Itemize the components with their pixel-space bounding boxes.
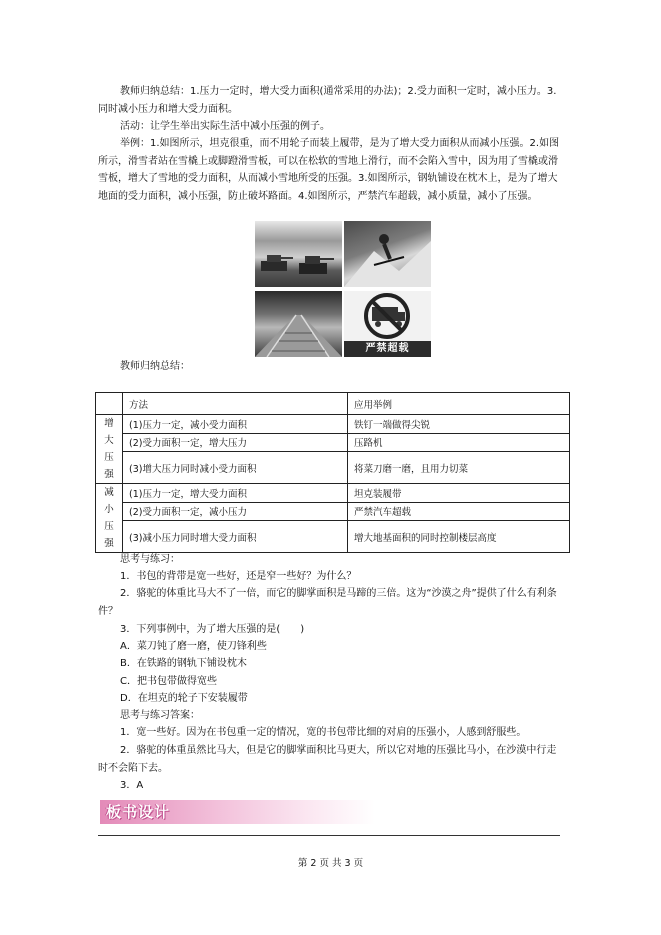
- skier-illustration: [344, 221, 431, 287]
- activity-text: 活动：让学生举出实际生活中减小压强的例子。: [120, 121, 330, 132]
- example-cell: 压路机: [348, 433, 570, 452]
- practice-title: 思考与练习：: [120, 554, 180, 565]
- examples-paragraph: 举例：1.如图所示，坦克很重，而不用轮子而装上履带，是为了增大受力面积从而减小压强。2.如图所示，滑雪者站在雪橇上或脚蹬滑雪板，可以在松软的雪地上滑行，而不会陷入雪中，因为用了雪橇或滑雪板，增大了雪地的受力面积，从而减小雪地所受的压强。3.如图所示，钢轨铺设在枕木上，是为了增大地面的受力面积，减小压强，防止破坏路面。4.如图所示，严禁汽车超载，减小质量，减小了压强。: [98, 138, 560, 202]
- table-row: [96, 452, 570, 484]
- option-a: A．菜刀钝了磨一磨，使刀锋利些: [120, 641, 267, 652]
- method-cell: (1)压力一定，增大受力面积: [123, 484, 348, 503]
- skier-photo: [344, 221, 431, 287]
- category-decrease: 减小压强: [96, 484, 123, 553]
- table-row: [96, 502, 570, 521]
- method-cell: (3)减小压力同时增大受力面积: [123, 521, 348, 553]
- example-cell: 严禁汽车超载: [348, 502, 570, 521]
- question-1: 1．书包的背带是宽一些好，还是窄一些好？为什么？: [120, 571, 357, 582]
- methods-table: [95, 392, 570, 553]
- railway-illustration: [255, 291, 342, 357]
- table-header-blank: [96, 393, 123, 415]
- table-row: [96, 415, 570, 434]
- example-cell: 铁钉一端做得尖锐: [348, 415, 570, 434]
- teacher-summary-2: 教师归纳总结：: [120, 361, 190, 372]
- method-cell: (2)受力面积一定，增大压力: [123, 433, 348, 452]
- page-footer: 第 2 页 共 3 页: [297, 858, 364, 869]
- answer-3: 3．A: [120, 780, 144, 791]
- answer-1: 1．宽一些好。因为在书包重一定的情况，宽的书包带比细的对肩的压强小，人感到舒服些。: [120, 727, 527, 738]
- option-d: D．在坦克的轮子下安装履带: [120, 693, 248, 704]
- category-increase: 增大压强: [96, 415, 123, 484]
- table-header-method: 方法: [123, 393, 348, 415]
- example-cell: 将菜刀磨一磨，且用力切菜: [348, 452, 570, 484]
- question-2: 2．骆驼的体重比马大不了一倍，而它的脚掌面积是马蹄的三倍。这为“沙漠之舟”提供了什么有利条件？: [98, 588, 557, 617]
- no-overload-sign-photo: [344, 291, 431, 357]
- answers-title: 思考与练习答案：: [120, 710, 200, 721]
- option-c: C．把书包带做得宽些: [120, 676, 217, 687]
- method-cell: (3)增大压力同时减小受力面积: [123, 452, 348, 484]
- sign-caption: 严禁超载: [344, 341, 431, 357]
- board-design-banner: [100, 800, 375, 824]
- method-cell: (2)受力面积一定，减小压力: [123, 502, 348, 521]
- railway-photo: [255, 291, 342, 357]
- table-row: [96, 433, 570, 452]
- example-cell: 增大地基面积的同时控制楼层高度: [348, 521, 570, 553]
- tanks-photo: [255, 221, 342, 287]
- table-row: [96, 521, 570, 553]
- table-row: [96, 484, 570, 503]
- option-b: B．在铁路的钢轨下铺设枕木: [120, 658, 247, 669]
- answer-2: 2．骆驼的体重虽然比马大，但是它的脚掌面积比马更大，所以它对地的压强比马小，在沙漠中行走时不会陷下去。: [98, 745, 557, 774]
- question-3: 3．下列事例中，为了增大压强的是( ): [120, 624, 305, 635]
- example-cell: 坦克装履带: [348, 484, 570, 503]
- teacher-summary-1: 教师归纳总结：1.压力一定时，增大受力面积(通常采用的办法)；2.受力面积一定时，减小压力。3.同时减小压力和增大受力面积。: [98, 86, 557, 115]
- tanks-illustration: [255, 221, 342, 287]
- table-header-row: [96, 393, 570, 415]
- board-design-title: 板书设计: [106, 803, 171, 821]
- table-header-example: 应用举例: [348, 393, 570, 415]
- method-cell: (1)压力一定，减小受力面积: [123, 415, 348, 434]
- no-overload-sign-icon: [344, 291, 431, 343]
- footer-divider: [98, 835, 560, 836]
